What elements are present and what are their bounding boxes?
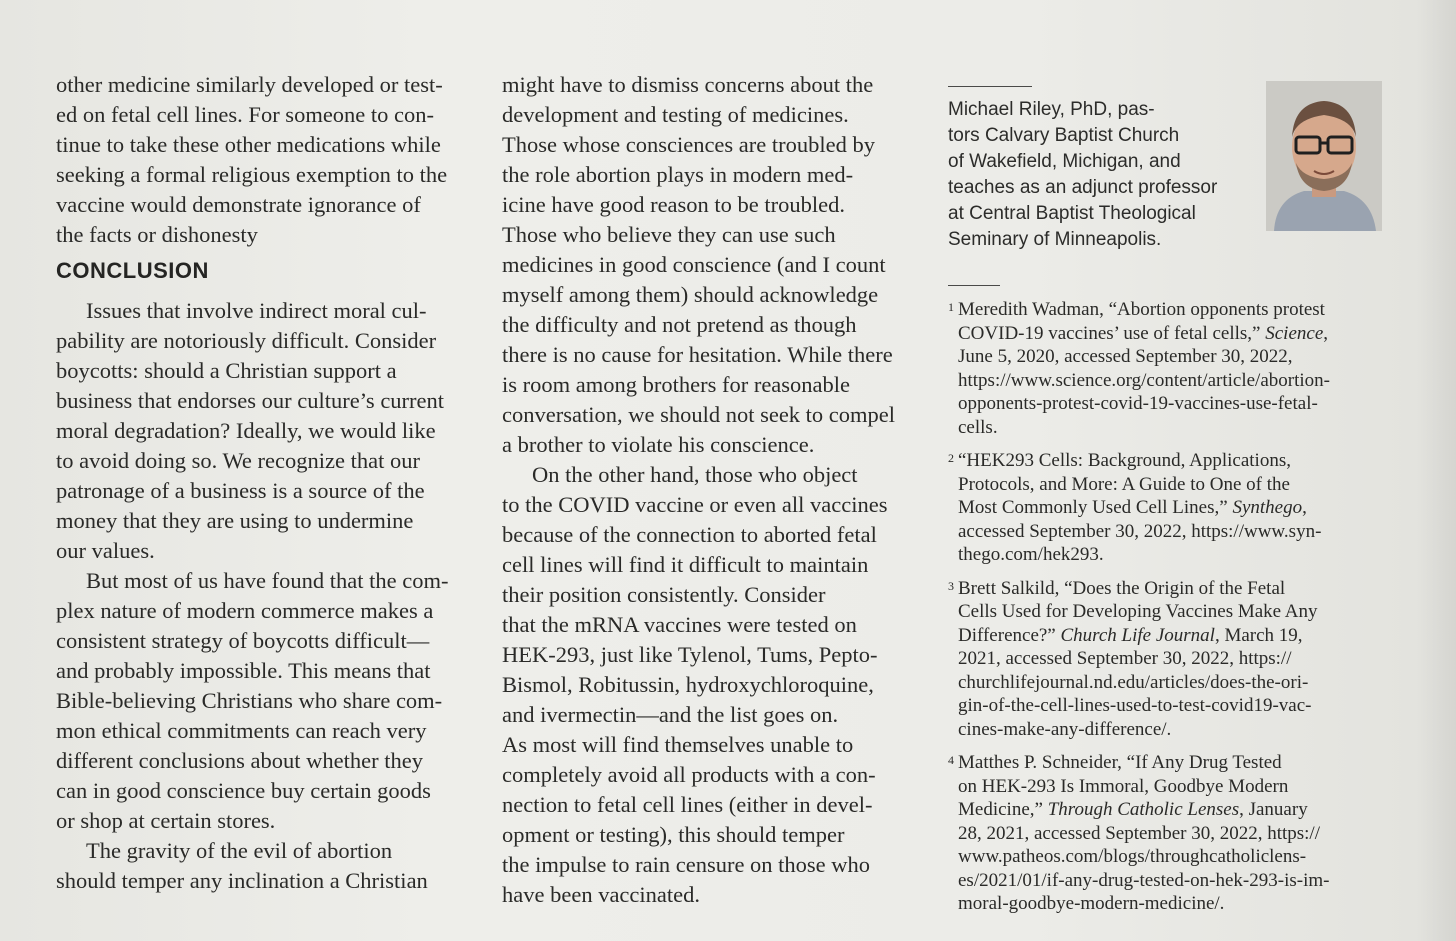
divider-rule [948,285,1000,286]
footnote-line: Medicine,” Through Catholic Lenses, January [958,799,1308,820]
text-line: consistent strategy of boycotts difficult— [56,628,430,653]
text-line: to avoid doing so. We recognize that our [56,448,420,473]
paragraph-gravity [56,836,474,896]
divider-rule [948,86,1032,87]
footnote-line: Cells Used for Developing Vaccines Make Any [958,601,1318,622]
text-line: seeking a formal religious exemption to the [56,162,448,187]
footnote-link: www.patheos.com/blogs/throughcatholiclens- [958,846,1307,867]
text-line: pability are notoriously difficult. Consider [56,328,437,353]
footnote-number: 2 [948,451,954,465]
text-line: business that endorses our culture’s current [56,388,445,413]
column-3 [948,70,1388,926]
paragraph-boycotts [56,296,474,566]
bio-line: tors Calvary Baptist Church [948,125,1180,146]
author-bio-block [948,97,1388,265]
paragraph-conscience [502,70,920,460]
text-line: to the COVID vaccine or even all vaccines [502,492,888,517]
footnote [948,298,1388,439]
text-line: money that they are using to undermine [56,508,414,533]
text-line: is room among brothers for reasonable [502,372,851,397]
text-line: As most will find themselves unable to [502,732,854,757]
text-line: boycotts: should a Christian support a [56,358,397,383]
bio-line: Seminary of Minneapolis. [948,229,1162,250]
author-portrait-illustration [1266,81,1382,231]
footnote-line: on HEK-293 Is Immoral, Goodbye Modern [958,775,1289,797]
footnotes [948,298,1388,916]
text-line: other medicine similarly developed or test- [56,72,443,97]
text-line: Those whose consciences are troubled by [502,132,875,157]
bio-line: teaches as an adjunct professor [948,177,1218,198]
footnote-link: cells. [958,416,998,438]
text-line: the impulse to rain censure on those who [502,852,871,877]
text-line: a brother to violate his conscience. [502,432,815,457]
page-edge-shadow [1416,0,1456,941]
text-line: have been vaccinated. [502,882,701,907]
text-line: HEK-293, just like Tylenol, Tums, Pepto- [502,642,878,667]
text-line: there is no cause for hesitation. While there [502,342,893,367]
text-line: medicines in good conscience (and I count [502,252,886,277]
footnote-link: opponents-protest-covid-19-vaccines-use-fetal- [958,393,1318,414]
bio-line: at Central Baptist Theological [948,203,1196,224]
footnote-number: 4 [948,753,954,767]
footnote-line: Protocols, and More: A Guide to One of the [958,473,1290,495]
text-line: or shop at certain stores. [56,808,276,833]
column-2 [502,70,920,910]
footnote-link: churchlifejournal.nd.edu/articles/does-the-ori- [958,671,1309,693]
text-line: can in good conscience buy certain goods [56,778,431,803]
text-line: Bible-believing Christians who share com- [56,688,443,713]
bio-line: of Wakefield, Michigan, and [948,151,1181,172]
section-heading: CONCLUSION [56,258,209,283]
text-line: development and testing of medicines. [502,102,849,127]
text-line: should temper any inclination a Christian [56,868,428,893]
text-line: the facts or dishonesty [56,222,258,247]
footnote-number: 1 [948,300,954,314]
footnote-line: Meredith Wadman, “Abortion opponents protest [958,299,1325,320]
text-line: the role abortion plays in modern med- [502,162,854,187]
footnote-link: thego.com/hek293. [958,544,1104,565]
paragraph-continued [56,70,474,250]
text-line: and ivermectin—and the list goes on. [502,702,839,727]
footnote [948,577,1388,742]
footnote-link: cines-make-any-difference/. [958,718,1172,740]
text-line: The gravity of the evil of abortion [86,838,393,863]
footnote-line: June 5, 2020, accessed September 30, 2022, [958,346,1293,367]
text-line: mon ethical commitments can reach very [56,718,427,743]
text-line: On the other hand, those who object [532,462,858,487]
footnote-line: Most Commonly Used Cell Lines,” Synthego, [958,497,1307,518]
text-line: But most of us have found that the com- [86,568,449,593]
text-line: because of the connection to aborted fetal [502,522,877,547]
bio-line: Michael Riley, PhD, pas- [948,99,1155,120]
text-line: vaccine would demonstrate ignorance of [56,192,421,217]
text-line: different conclusions about whether they [56,748,423,773]
text-line: Those who believe they can use such [502,222,836,247]
column-1 [56,70,474,896]
text-line: cell lines will find it difficult to maintain [502,552,869,577]
paragraph-commerce [56,566,474,836]
text-line: Issues that involve indirect moral cul- [86,298,427,323]
footnote-line: 2021, accessed September 30, 2022, https:// [958,648,1292,669]
text-line: our values. [56,538,155,563]
footnote [948,751,1388,916]
author-photo [1266,81,1382,231]
text-line: completely avoid all products with a con- [502,762,876,787]
text-line: and probably impossible. This means that [56,658,431,683]
footnote-line: Difference?” Church Life Journal, March 19, [958,624,1303,646]
footnote-link: gin-of-the-cell-lines-used-to-test-covid19-vac- [958,695,1312,716]
text-line: that the mRNA vaccines were tested on [502,612,857,637]
text-line: patronage of a business is a source of the [56,478,425,503]
footnote-link: https://www.science.org/content/article/abortion- [958,369,1330,391]
footnote-line: “HEK293 Cells: Background, Applications, [958,450,1291,471]
text-line: myself among them) should acknowledge [502,282,879,307]
footnote-line: 28, 2021, accessed September 30, 2022, https:// [958,822,1320,844]
author-bio [948,97,1248,253]
text-line: nection to fetal cell lines (either in devel- [502,792,873,817]
text-line: tinue to take these other medications while [56,132,441,157]
footnote-link: moral-goodbye-modern-medicine/. [958,893,1225,914]
text-line: plex nature of modern commerce makes a [56,598,434,623]
text-line: the difficulty and not pretend as though [502,312,857,337]
footnote-line: COVID-19 vaccines’ use of fetal cells,” Science, [958,322,1328,344]
footnote-link: es/2021/01/if-any-drug-tested-on-hek-293-is-im- [958,869,1330,891]
footnote [948,449,1388,567]
footnote-line: Matthes P. Schneider, “If Any Drug Tested [958,752,1282,773]
text-line: opment or testing), this should temper [502,822,845,847]
text-line: icine have good reason to be troubled. [502,192,846,217]
text-line: might have to dismiss concerns about the [502,72,874,97]
footnote-link: accessed September 30, 2022, https://www.syn- [958,520,1322,542]
footnote-line: Brett Salkild, “Does the Origin of the Fetal [958,577,1286,599]
text-line: moral degradation? Ideally, we would like [56,418,436,443]
text-line: ed on fetal cell lines. For someone to con- [56,102,435,127]
text-line: Bismol, Robitussin, hydroxychloroquine, [502,672,874,697]
footnote-number: 3 [948,578,954,593]
text-line: conversation, we should not seek to compel [502,402,896,427]
text-line: their position consistently. Consider [502,582,826,607]
paragraph-other-hand [502,460,920,910]
